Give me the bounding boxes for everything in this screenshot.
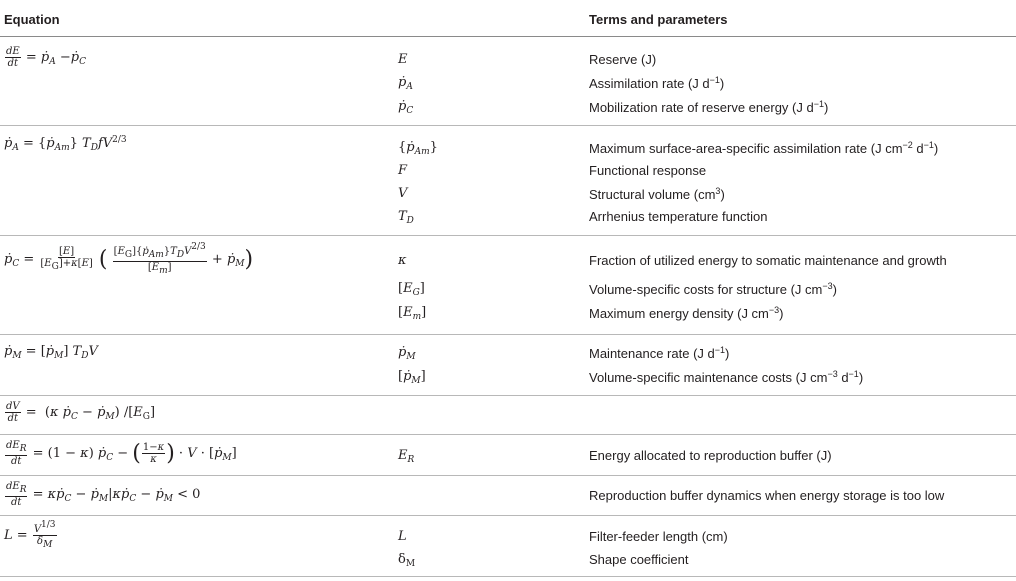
table-header-equation: Equation [4, 12, 60, 27]
term-symbol: E [398, 52, 408, 67]
term-symbol: $[E_G]$ [398, 281, 425, 298]
equation-reproduction-low-energy: $\frac{dE_R}{dt}$ = κṗ$_C$ − ṗ$_M$|κṗ$_C$ − ṗ$_M$ < 0 [6, 481, 201, 508]
term-symbol: F [398, 163, 408, 178]
term-description: Reserve (J) [589, 52, 657, 67]
equation-assimilation: ṗ$_A$ = {ṗ$_{Am}$} $T_DfV^{2/3}$ [4, 135, 127, 153]
equation-structural-growth: $\frac{dV}{dt}$ = (κ ṗ$_C$ − ṗ$_M$) $/[E_G]$ [6, 401, 156, 424]
row-divider [0, 395, 1016, 396]
row-divider [0, 434, 1016, 435]
term-description: Maximum energy density (J $cm^{-3}$) [589, 305, 784, 321]
equation-mobilization: ṗ$_C$ = $\frac{[E]}{[E_G]+\kappa[E]}$ ( $\frac{[E_G]\{ṗ_{Am}\}T_DV^{2/3}}{[E_m]}$ + ṗ$_M$) [4, 242, 254, 276]
term-symbol: κ [398, 253, 407, 268]
term-symbol: [ṗ$_M$] [398, 369, 426, 386]
term-symbol: $T_D$ [398, 209, 414, 226]
term-symbol: ṗ$_M$ [398, 345, 416, 362]
row-divider [0, 515, 1016, 516]
row-divider [0, 125, 1016, 126]
equation-reserve-dynamics: $\frac{dE}{dt}$ = ṗ$_A$ −ṗ$_C$ [6, 46, 86, 69]
term-description: Volume-specific maintenance costs (J $cm^{-3}$ $d^{-1}$) [589, 369, 864, 385]
term-symbol: $[E_m]$ [398, 305, 427, 322]
term-description: Reproduction buffer dynamics when energy storage is too low [589, 488, 945, 503]
term-description: Fraction of utilized energy to somatic maintenance and growth [589, 253, 947, 268]
table-header-terms: Terms and parameters [589, 12, 728, 27]
term-symbol: {ṗ$_{Am}$} [398, 140, 438, 157]
term-description: Assimilation rate (J $d^{-1}$) [589, 75, 725, 91]
term-description: Energy allocated to reproduction buffer (J) [589, 448, 832, 463]
term-description: Mobilization rate of reserve energy (J $d^{-1}$) [589, 99, 829, 115]
term-description: Structural volume $(cm^3)$ [589, 186, 725, 202]
term-description: Volume-specific costs for structure (J $cm^{-3}$) [589, 281, 837, 297]
term-symbol: ṗ$_A$ [398, 75, 413, 92]
term-description: Filter-feeder length (cm) [589, 529, 728, 544]
term-description: Maintenance rate (J $d^{-1}$) [589, 345, 730, 361]
term-symbol: V [398, 186, 408, 201]
term-symbol: $E_R$ [398, 448, 415, 465]
row-divider [0, 334, 1016, 335]
term-description: Arrhenius temperature function [589, 209, 768, 224]
equation-reproduction-buffer: $\frac{dE_R}{dt}$ = (1 − κ) ṗ$_C$ − ( $\frac{1-\kappa}{\kappa}$ ) · V · [ṗ$_M$] [6, 440, 237, 467]
table-bottom-rule [0, 576, 1016, 577]
header-rule [0, 36, 1016, 37]
term-description: Functional response [589, 163, 707, 178]
equation-length: L = $\frac{V^{1/3}}{\delta_M}$ [4, 520, 56, 550]
row-divider [0, 235, 1016, 236]
term-description: Maximum surface-area-specific assimilation rate (J $cm^{-2}$ $d^{-1}$) [589, 140, 939, 156]
term-symbol: L [398, 529, 407, 544]
term-symbol: $\delta_M$ [398, 552, 416, 569]
row-divider [0, 475, 1016, 476]
equation-maintenance: ṗ$_M$ = [ṗ$_M$] $T_DV$ [4, 344, 98, 361]
term-description: Shape coefficient [589, 552, 689, 567]
term-symbol: ṗ$_C$ [398, 99, 414, 116]
